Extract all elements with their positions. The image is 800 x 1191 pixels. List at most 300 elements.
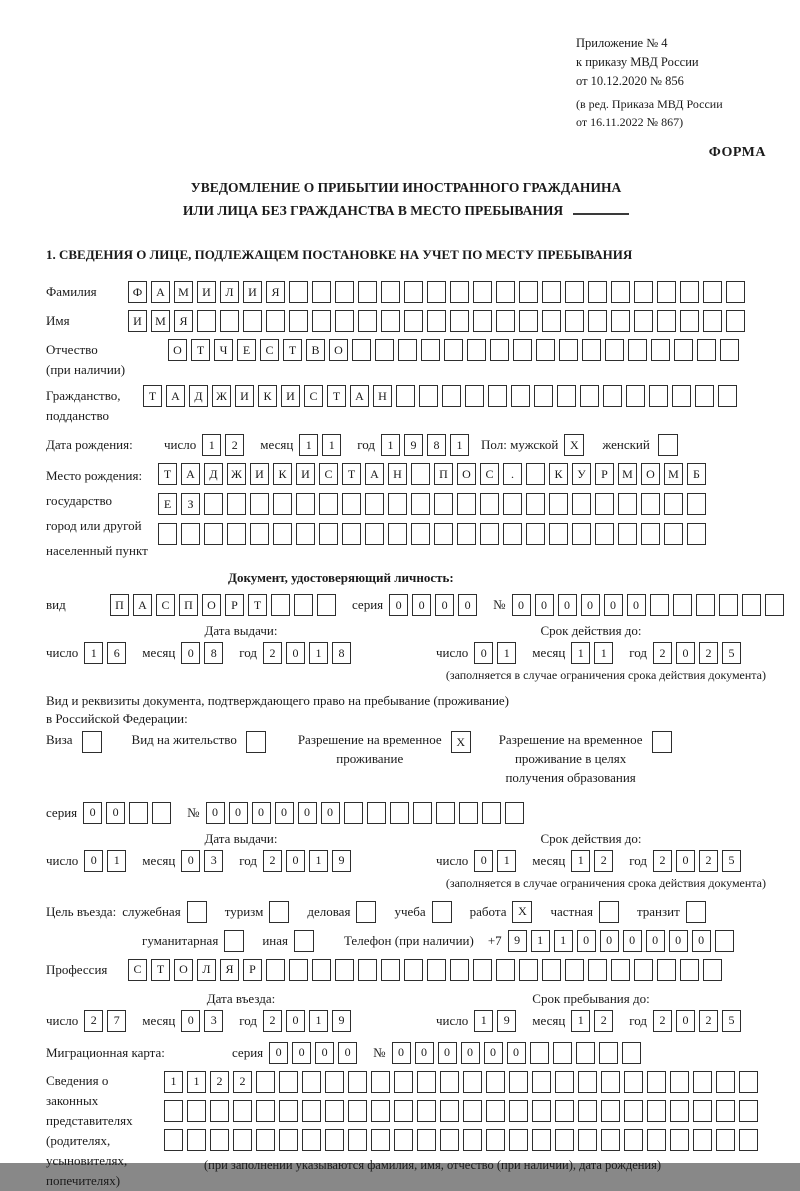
char-cell[interactable] [289, 281, 308, 303]
char-cell[interactable]: 0 [474, 850, 493, 872]
char-cell[interactable]: 0 [321, 802, 340, 824]
char-cell[interactable] [482, 802, 501, 824]
char-cell[interactable]: 1 [497, 642, 516, 664]
char-cell[interactable]: 0 [507, 1042, 526, 1064]
char-cell[interactable]: Т [283, 339, 302, 361]
char-cell[interactable] [572, 523, 591, 545]
char-cell[interactable] [450, 959, 469, 981]
purpose-transit-checkbox[interactable] [686, 901, 706, 923]
char-cell[interactable] [657, 281, 676, 303]
char-cell[interactable] [427, 959, 446, 981]
char-cell[interactable] [210, 1100, 229, 1122]
char-cell[interactable] [578, 1129, 597, 1151]
char-cell[interactable]: 0 [438, 1042, 457, 1064]
char-cell[interactable]: 1 [309, 850, 328, 872]
char-cell[interactable]: 1 [554, 930, 573, 952]
char-cell[interactable]: 0 [581, 594, 600, 616]
char-cell[interactable]: 0 [415, 1042, 434, 1064]
char-cell[interactable]: Ч [214, 339, 233, 361]
purpose-tourism-checkbox[interactable] [269, 901, 289, 923]
char-cell[interactable] [670, 1071, 689, 1093]
char-cell[interactable]: 1 [594, 642, 613, 664]
char-cell[interactable] [394, 1129, 413, 1151]
char-cell[interactable]: Р [595, 463, 614, 485]
char-cell[interactable] [693, 1100, 712, 1122]
char-cell[interactable] [411, 463, 430, 485]
char-cell[interactable] [442, 385, 461, 407]
char-cell[interactable] [634, 959, 653, 981]
char-cell[interactable]: 2 [210, 1071, 229, 1093]
char-cell[interactable] [601, 1100, 620, 1122]
char-cell[interactable]: 3 [204, 850, 223, 872]
char-cell[interactable] [381, 281, 400, 303]
char-cell[interactable] [486, 1071, 505, 1093]
char-cell[interactable] [542, 281, 561, 303]
char-cell[interactable] [365, 493, 384, 515]
char-cell[interactable] [651, 339, 670, 361]
char-cell[interactable] [158, 523, 177, 545]
char-cell[interactable]: 0 [83, 802, 102, 824]
char-cell[interactable]: Т [151, 959, 170, 981]
char-cell[interactable] [210, 1129, 229, 1151]
char-cell[interactable] [388, 523, 407, 545]
char-cell[interactable] [181, 523, 200, 545]
char-cell[interactable] [371, 1129, 390, 1151]
char-cell[interactable] [680, 310, 699, 332]
char-cell[interactable]: В [306, 339, 325, 361]
char-cell[interactable] [266, 310, 285, 332]
char-cell[interactable] [348, 1129, 367, 1151]
char-cell[interactable] [672, 385, 691, 407]
char-cell[interactable]: 5 [722, 850, 741, 872]
char-cell[interactable] [204, 493, 223, 515]
char-cell[interactable]: Е [237, 339, 256, 361]
char-cell[interactable] [611, 310, 630, 332]
char-cell[interactable]: . [503, 463, 522, 485]
char-cell[interactable] [457, 523, 476, 545]
char-cell[interactable] [358, 310, 377, 332]
char-cell[interactable] [553, 1042, 572, 1064]
char-cell[interactable] [444, 339, 463, 361]
char-cell[interactable] [601, 1071, 620, 1093]
char-cell[interactable]: С [319, 463, 338, 485]
char-cell[interactable] [256, 1071, 275, 1093]
char-cell[interactable]: 1 [450, 434, 469, 456]
char-cell[interactable] [302, 1129, 321, 1151]
char-cell[interactable]: 0 [181, 850, 200, 872]
char-cell[interactable] [411, 523, 430, 545]
char-cell[interactable]: П [179, 594, 198, 616]
char-cell[interactable]: 0 [252, 802, 271, 824]
char-cell[interactable]: 8 [332, 642, 351, 664]
char-cell[interactable] [390, 802, 409, 824]
char-cell[interactable] [371, 1100, 390, 1122]
char-cell[interactable] [565, 281, 584, 303]
purpose-other-checkbox[interactable] [294, 930, 314, 952]
char-cell[interactable]: 1 [322, 434, 341, 456]
char-cell[interactable] [342, 523, 361, 545]
char-cell[interactable] [595, 493, 614, 515]
char-cell[interactable] [739, 1129, 758, 1151]
char-cell[interactable] [434, 493, 453, 515]
char-cell[interactable] [459, 802, 478, 824]
char-cell[interactable]: 1 [107, 850, 126, 872]
char-cell[interactable]: И [197, 281, 216, 303]
char-cell[interactable]: С [260, 339, 279, 361]
char-cell[interactable] [440, 1129, 459, 1151]
char-cell[interactable] [398, 339, 417, 361]
char-cell[interactable] [496, 310, 515, 332]
char-cell[interactable]: У [572, 463, 591, 485]
char-cell[interactable] [542, 310, 561, 332]
char-cell[interactable] [256, 1129, 275, 1151]
char-cell[interactable] [365, 523, 384, 545]
char-cell[interactable]: И [235, 385, 254, 407]
char-cell[interactable] [486, 1129, 505, 1151]
char-cell[interactable]: 2 [653, 1010, 672, 1032]
char-cell[interactable]: 2 [263, 1010, 282, 1032]
char-cell[interactable] [335, 281, 354, 303]
char-cell[interactable] [509, 1071, 528, 1093]
char-cell[interactable] [419, 385, 438, 407]
char-cell[interactable] [302, 1071, 321, 1093]
char-cell[interactable] [720, 339, 739, 361]
char-cell[interactable]: 0 [604, 594, 623, 616]
char-cell[interactable] [695, 385, 714, 407]
char-cell[interactable] [467, 339, 486, 361]
char-cell[interactable] [599, 1042, 618, 1064]
char-cell[interactable] [742, 594, 761, 616]
char-cell[interactable]: 9 [497, 1010, 516, 1032]
char-cell[interactable] [687, 493, 706, 515]
char-cell[interactable]: 0 [676, 642, 695, 664]
char-cell[interactable] [664, 523, 683, 545]
char-cell[interactable]: 9 [508, 930, 527, 952]
char-cell[interactable]: А [350, 385, 369, 407]
char-cell[interactable] [716, 1100, 735, 1122]
char-cell[interactable] [465, 385, 484, 407]
char-cell[interactable] [532, 1100, 551, 1122]
temp-residence-checkbox[interactable]: X [451, 731, 471, 753]
char-cell[interactable] [624, 1100, 643, 1122]
char-cell[interactable] [358, 281, 377, 303]
char-cell[interactable]: 2 [594, 1010, 613, 1032]
char-cell[interactable] [555, 1071, 574, 1093]
char-cell[interactable]: 1 [571, 850, 590, 872]
char-cell[interactable]: Ж [212, 385, 231, 407]
char-cell[interactable]: 2 [233, 1071, 252, 1093]
char-cell[interactable] [703, 959, 722, 981]
char-cell[interactable] [588, 281, 607, 303]
char-cell[interactable]: 7 [107, 1010, 126, 1032]
purpose-humanitarian-checkbox[interactable] [224, 930, 244, 952]
char-cell[interactable] [703, 310, 722, 332]
char-cell[interactable] [473, 310, 492, 332]
char-cell[interactable] [348, 1100, 367, 1122]
char-cell[interactable]: Т [342, 463, 361, 485]
char-cell[interactable] [480, 523, 499, 545]
char-cell[interactable] [427, 310, 446, 332]
char-cell[interactable] [312, 281, 331, 303]
char-cell[interactable]: 0 [298, 802, 317, 824]
char-cell[interactable] [279, 1129, 298, 1151]
char-cell[interactable] [404, 310, 423, 332]
char-cell[interactable] [647, 1129, 666, 1151]
char-cell[interactable] [457, 493, 476, 515]
char-cell[interactable] [726, 310, 745, 332]
char-cell[interactable]: 0 [646, 930, 665, 952]
char-cell[interactable]: 2 [699, 1010, 718, 1032]
char-cell[interactable]: М [618, 463, 637, 485]
char-cell[interactable] [496, 281, 515, 303]
char-cell[interactable] [611, 959, 630, 981]
char-cell[interactable] [513, 339, 532, 361]
char-cell[interactable] [450, 281, 469, 303]
char-cell[interactable]: 0 [106, 802, 125, 824]
char-cell[interactable]: С [480, 463, 499, 485]
char-cell[interactable] [572, 493, 591, 515]
char-cell[interactable] [647, 1100, 666, 1122]
char-cell[interactable]: Т [143, 385, 162, 407]
char-cell[interactable] [542, 959, 561, 981]
char-cell[interactable] [233, 1129, 252, 1151]
char-cell[interactable]: 1 [531, 930, 550, 952]
char-cell[interactable]: 0 [286, 850, 305, 872]
char-cell[interactable] [641, 523, 660, 545]
char-cell[interactable] [503, 523, 522, 545]
char-cell[interactable] [509, 1129, 528, 1151]
char-cell[interactable]: 1 [309, 1010, 328, 1032]
purpose-private-checkbox[interactable] [599, 901, 619, 923]
char-cell[interactable] [641, 493, 660, 515]
char-cell[interactable] [427, 281, 446, 303]
char-cell[interactable] [187, 1100, 206, 1122]
char-cell[interactable]: С [156, 594, 175, 616]
char-cell[interactable] [342, 493, 361, 515]
char-cell[interactable] [434, 523, 453, 545]
char-cell[interactable]: 1 [474, 1010, 493, 1032]
char-cell[interactable] [220, 310, 239, 332]
char-cell[interactable] [243, 310, 262, 332]
char-cell[interactable] [605, 339, 624, 361]
char-cell[interactable] [519, 310, 538, 332]
char-cell[interactable] [352, 339, 371, 361]
char-cell[interactable] [227, 523, 246, 545]
char-cell[interactable] [279, 1071, 298, 1093]
char-cell[interactable] [312, 959, 331, 981]
char-cell[interactable] [719, 594, 738, 616]
char-cell[interactable] [634, 281, 653, 303]
char-cell[interactable] [559, 339, 578, 361]
char-cell[interactable] [348, 1071, 367, 1093]
char-cell[interactable] [526, 493, 545, 515]
char-cell[interactable] [580, 385, 599, 407]
char-cell[interactable] [595, 523, 614, 545]
char-cell[interactable] [187, 1129, 206, 1151]
char-cell[interactable] [530, 1042, 549, 1064]
char-cell[interactable] [726, 281, 745, 303]
char-cell[interactable]: 2 [84, 1010, 103, 1032]
char-cell[interactable] [371, 1071, 390, 1093]
char-cell[interactable]: 0 [600, 930, 619, 952]
char-cell[interactable] [555, 1129, 574, 1151]
char-cell[interactable]: Р [243, 959, 262, 981]
char-cell[interactable] [233, 1100, 252, 1122]
char-cell[interactable]: З [181, 493, 200, 515]
char-cell[interactable]: 0 [181, 642, 200, 664]
char-cell[interactable]: 3 [204, 1010, 223, 1032]
char-cell[interactable] [279, 1100, 298, 1122]
char-cell[interactable] [526, 463, 545, 485]
char-cell[interactable] [680, 281, 699, 303]
char-cell[interactable] [670, 1129, 689, 1151]
char-cell[interactable]: О [457, 463, 476, 485]
char-cell[interactable] [335, 959, 354, 981]
char-cell[interactable] [273, 523, 292, 545]
char-cell[interactable] [394, 1071, 413, 1093]
char-cell[interactable]: 0 [315, 1042, 334, 1064]
char-cell[interactable] [622, 1042, 641, 1064]
char-cell[interactable]: О [641, 463, 660, 485]
char-cell[interactable] [463, 1071, 482, 1093]
char-cell[interactable] [649, 385, 668, 407]
char-cell[interactable] [536, 339, 555, 361]
char-cell[interactable] [618, 493, 637, 515]
char-cell[interactable]: 1 [187, 1071, 206, 1093]
char-cell[interactable] [480, 493, 499, 515]
char-cell[interactable]: М [151, 310, 170, 332]
char-cell[interactable]: 9 [332, 1010, 351, 1032]
char-cell[interactable] [549, 523, 568, 545]
char-cell[interactable] [565, 959, 584, 981]
char-cell[interactable]: Ф [128, 281, 147, 303]
char-cell[interactable]: Т [327, 385, 346, 407]
char-cell[interactable] [739, 1071, 758, 1093]
char-cell[interactable] [440, 1071, 459, 1093]
char-cell[interactable]: 1 [571, 642, 590, 664]
char-cell[interactable]: 0 [458, 594, 477, 616]
char-cell[interactable] [611, 281, 630, 303]
char-cell[interactable]: 1 [164, 1071, 183, 1093]
char-cell[interactable] [396, 385, 415, 407]
temp-residence-education-checkbox[interactable] [652, 731, 672, 753]
char-cell[interactable]: Н [388, 463, 407, 485]
char-cell[interactable] [628, 339, 647, 361]
char-cell[interactable] [647, 1071, 666, 1093]
char-cell[interactable]: Н [373, 385, 392, 407]
char-cell[interactable]: П [434, 463, 453, 485]
char-cell[interactable] [626, 385, 645, 407]
char-cell[interactable] [634, 310, 653, 332]
char-cell[interactable] [319, 493, 338, 515]
char-cell[interactable] [381, 959, 400, 981]
char-cell[interactable] [227, 493, 246, 515]
char-cell[interactable] [603, 385, 622, 407]
char-cell[interactable] [417, 1100, 436, 1122]
char-cell[interactable] [715, 930, 734, 952]
char-cell[interactable]: 2 [263, 850, 282, 872]
char-cell[interactable]: С [304, 385, 323, 407]
char-cell[interactable] [413, 802, 432, 824]
char-cell[interactable]: 8 [204, 642, 223, 664]
char-cell[interactable]: О [168, 339, 187, 361]
char-cell[interactable]: 0 [627, 594, 646, 616]
char-cell[interactable] [289, 959, 308, 981]
char-cell[interactable] [250, 493, 269, 515]
char-cell[interactable] [624, 1129, 643, 1151]
char-cell[interactable] [532, 1071, 551, 1093]
char-cell[interactable] [296, 493, 315, 515]
char-cell[interactable] [674, 339, 693, 361]
char-cell[interactable]: Б [687, 463, 706, 485]
char-cell[interactable]: 0 [558, 594, 577, 616]
char-cell[interactable]: А [166, 385, 185, 407]
char-cell[interactable]: 2 [225, 434, 244, 456]
char-cell[interactable]: О [174, 959, 193, 981]
char-cell[interactable] [526, 523, 545, 545]
char-cell[interactable] [317, 594, 336, 616]
char-cell[interactable] [404, 959, 423, 981]
char-cell[interactable]: И [243, 281, 262, 303]
purpose-official-checkbox[interactable] [187, 901, 207, 923]
char-cell[interactable] [624, 1071, 643, 1093]
char-cell[interactable] [650, 594, 669, 616]
char-cell[interactable]: 0 [676, 850, 695, 872]
char-cell[interactable] [601, 1129, 620, 1151]
char-cell[interactable] [557, 385, 576, 407]
char-cell[interactable] [197, 310, 216, 332]
char-cell[interactable]: 1 [299, 434, 318, 456]
char-cell[interactable]: 0 [474, 642, 493, 664]
char-cell[interactable] [576, 1042, 595, 1064]
char-cell[interactable]: 1 [84, 642, 103, 664]
char-cell[interactable] [657, 310, 676, 332]
char-cell[interactable] [486, 1100, 505, 1122]
purpose-business-checkbox[interactable] [356, 901, 376, 923]
char-cell[interactable]: 0 [286, 642, 305, 664]
char-cell[interactable] [335, 310, 354, 332]
char-cell[interactable] [325, 1071, 344, 1093]
char-cell[interactable] [716, 1129, 735, 1151]
char-cell[interactable] [411, 493, 430, 515]
char-cell[interactable]: 1 [497, 850, 516, 872]
char-cell[interactable]: О [202, 594, 221, 616]
char-cell[interactable] [152, 802, 171, 824]
char-cell[interactable]: 0 [338, 1042, 357, 1064]
char-cell[interactable]: 0 [392, 1042, 411, 1064]
char-cell[interactable] [703, 281, 722, 303]
char-cell[interactable]: 0 [181, 1010, 200, 1032]
char-cell[interactable] [555, 1100, 574, 1122]
char-cell[interactable] [588, 310, 607, 332]
char-cell[interactable]: 0 [389, 594, 408, 616]
char-cell[interactable]: 1 [202, 434, 221, 456]
char-cell[interactable]: 0 [623, 930, 642, 952]
char-cell[interactable]: 9 [404, 434, 423, 456]
char-cell[interactable] [289, 310, 308, 332]
char-cell[interactable] [565, 310, 584, 332]
char-cell[interactable] [519, 281, 538, 303]
char-cell[interactable] [436, 802, 455, 824]
char-cell[interactable] [266, 959, 285, 981]
char-cell[interactable] [164, 1100, 183, 1122]
char-cell[interactable]: Я [174, 310, 193, 332]
char-cell[interactable]: М [664, 463, 683, 485]
char-cell[interactable] [505, 802, 524, 824]
char-cell[interactable]: Т [248, 594, 267, 616]
char-cell[interactable] [204, 523, 223, 545]
char-cell[interactable]: 2 [653, 850, 672, 872]
